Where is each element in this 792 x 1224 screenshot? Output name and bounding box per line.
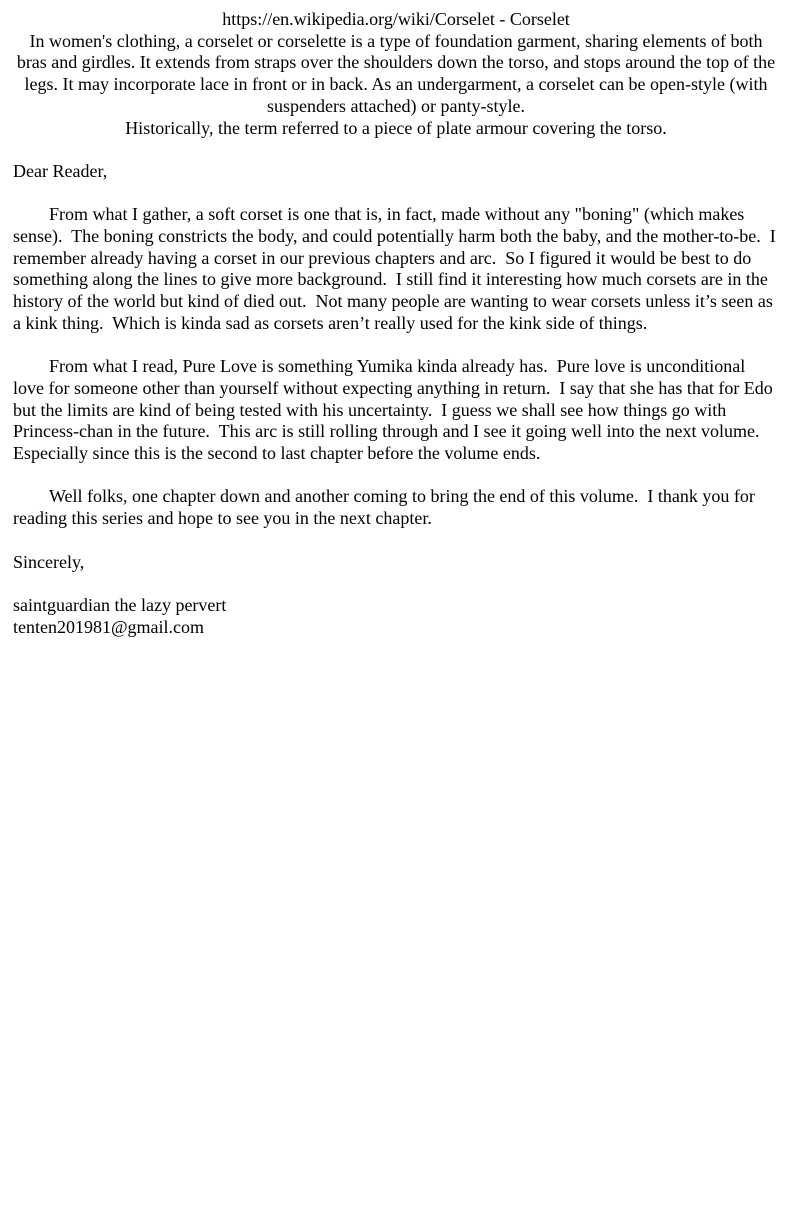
salutation: Dear Reader,: [13, 160, 108, 181]
letter-paragraph-3: Well folks, one chapter down and another coming to bring the end of this volume. I thank you for reading this series and hope to see you in the next chapter.: [13, 486, 760, 529]
signature-block: [13, 595, 779, 638]
wiki-excerpt: In women's clothing, a corselet or corselette is a type of foundation garment, sharing elements of both bras and girdles. It extends from straps over the shoulders down the torso, and stops around the top of the legs. It may incorporate lace in front or in back. As an undergarment, a corselet can be open-style (with suspenders attached) or panty-style.: [16, 30, 780, 116]
closing: Sincerely,: [13, 551, 85, 572]
source-url-line: https://en.wikipedia.org/wiki/Corselet - Corselet: [222, 9, 570, 29]
letter-body: [13, 161, 779, 638]
wiki-reference-header: [13, 9, 779, 139]
signature-name: saintguardian the lazy pervert: [13, 594, 227, 615]
letter-paragraph-2: From what I read, Pure Love is something Yumika kinda already has. Pure love is unconditional love for someone other than yourself without expecting anything in return. I say that she has that for Edo but the limits are kind of being tested with his uncertainty. I guess we shall see how things go with Princess-chan in the future. This arc is still rolling through and I see it going well into the next volume. Especially since this is the second to last chapter before the volume ends.: [13, 356, 778, 464]
letter-paragraph-1: From what I gather, a soft corset is one that is, in fact, made without any "boning" (which makes sense). The boning constricts the body, and could potentially harm both the baby, and the mother-to-be. I remember already having a corset in our previous chapters and arc. So I figured it would be best to do something along the lines to give more background. I still find it interesting how much corsets are in the history of the world but kind of died out. Not many people are wanting to wear corsets unless it’s seen as a kink thing. Which is kinda sad as corsets aren’t really used for the kink side of things.: [13, 204, 781, 333]
signature-email: tenten201981@gmail.com: [13, 616, 205, 637]
wiki-historical-note: Historically, the term referred to a piece of plate armour covering the torso.: [125, 117, 667, 138]
